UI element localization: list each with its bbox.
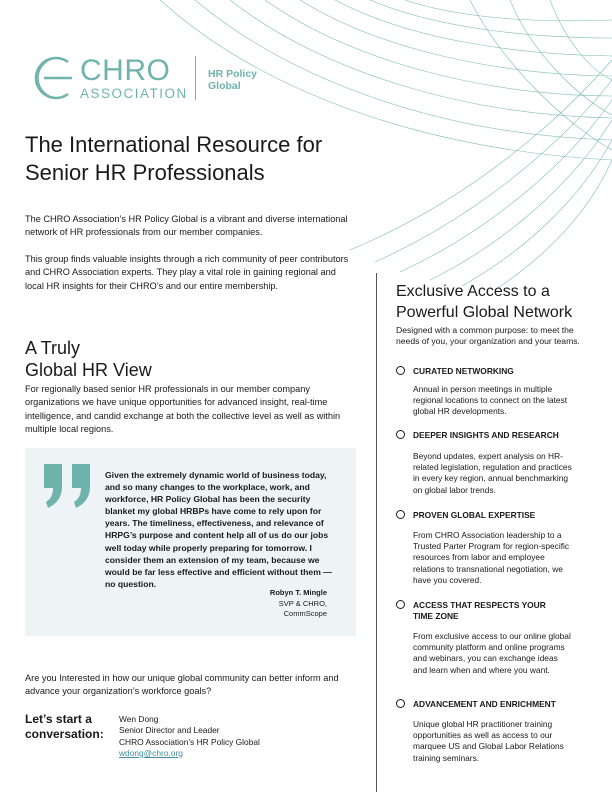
page-title [25,131,425,187]
benefit-heading: DEEPER INSIGHTS AND RESEARCH [413,430,559,440]
testimonial-text: Given the extremely dynamic world of business today, and so many changes to the workplace, work, and workforce, HR Policy Global has been the security blanket my global HRBPs have come to rely upon for years. The timeliness, effectiveness, and relevance of HRPG’s purpose and content help all of us do our jobs well today while properly preparing for tomorrow. I consider them an extension of my team, because we would be far less effective and efficient without them — no question. [105,470,332,589]
title-line-1: The International Resource for [25,132,323,157]
bullet-circle-icon [396,600,405,609]
tagline-line-2: Global [208,80,241,92]
logo-brand-text: CHRO [80,54,171,87]
cta-title-line-2: conversation: [25,727,104,741]
column-divider [376,273,377,792]
contact-block [119,714,260,759]
contact-name: Wen Dong [119,714,159,724]
quote-mark-icon [42,462,94,508]
logo-tagline [208,68,257,92]
section-heading-global-view [25,337,152,381]
bullet-circle-icon [396,366,405,375]
cta-title [25,712,104,742]
bullet-circle-icon [396,430,405,439]
logo-divider [195,56,196,100]
testimonial-author: Robyn T. Mingle [269,588,327,597]
testimonial-role-line-1: SVP & CHRO, [278,599,327,608]
sidebar-title-line-2: Powerful Global Network [396,304,573,321]
benefit-heading: ADVANCEMENT AND ENRICHMENT [413,699,556,709]
sidebar-title-line-1: Exclusive Access to a [396,283,550,300]
testimonial-role [279,599,327,619]
contact-email-link[interactable]: wdong@chro.org [119,747,183,758]
sidebar-intro: Designed with a common purpose: to meet the needs of you, your organization and your teams. [396,325,580,347]
benefit-heading: ACCESS THAT RESPECTS YOUR TIME ZONE [413,600,546,621]
contact-title: Senior Director and Leader [119,725,220,736]
tagline-line-1: HR Policy [208,68,258,80]
benefit-heading: CURATED NETWORKING [413,366,514,376]
logo-sub-text: ASSOCIATION [80,86,188,101]
bullet-circle-icon [396,699,405,708]
benefit-body: Beyond updates, expert analysis on HR-related legislation, regulation and practices in every key region, annual benchmarking on global labor trends. [413,451,572,495]
testimonial-role-line-2: CommScope [283,609,327,618]
benefit-body: From CHRO Association leadership to a Trusted Parter Program for region-specific resources from labor and employee relations to transnational negotiation, we have you covered. [413,530,570,585]
section-body: For regionally based senior HR professionals in our member company organizations we have unique opportunities for advanced insight, real-time intelligence, and candid exchange at both the collective level as well as within multiple local regions. [25,384,341,434]
section-heading-line-1: A Truly [25,338,81,358]
benefit-body: From exclusive access to our online global community platform and online programs and webinars, you can exchange ideas and learn when and where you want. [413,631,571,675]
cta-title-line-1: Let’s start a [25,712,92,726]
contact-org: CHRO Association’s HR Policy Global [119,736,260,747]
intro-paragraph-1: The CHRO Association’s HR Policy Global is a vibrant and diverse international network of HR professionals from our member companies. [25,214,348,238]
intro-paragraph-2: This group finds valuable insights through a rich community of peer contributors and CHRO Association experts. They play a vital role in gaining regional and local HR insights for their CHRO’s and our entire membership. [25,254,349,291]
title-line-2: Senior HR Professionals [25,160,265,185]
bullet-circle-icon [396,510,405,519]
benefit-heading: PROVEN GLOBAL EXPERTISE [413,510,536,520]
section-heading-line-2: Global HR View [25,360,152,380]
benefit-body: Annual in person meetings in multiple regional locations to connect on the latest global HR developments. [413,384,568,417]
cta-question: Are you Interested in how our unique global community can better inform and advance your organization’s workforce goals? [25,673,339,697]
sidebar-title [396,281,606,323]
benefit-body: Unique global HR practitioner training opportunities as well as access to our marquee US and Global Labor Relations training seminars. [413,719,564,763]
